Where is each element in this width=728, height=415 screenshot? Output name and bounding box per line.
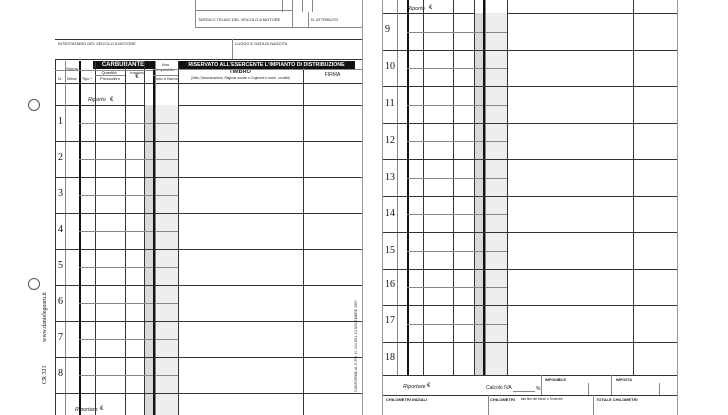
imponibile-label: IMPONIBILE (545, 378, 566, 382)
row-number-7: 7 (58, 332, 63, 343)
shaded-column (144, 105, 153, 415)
table-row-line (55, 249, 362, 250)
giorno-label: Giorno (65, 66, 78, 71)
tipo-label: Tipo * (81, 76, 93, 81)
prezzo-litro-label: Prezzo/litro (99, 76, 120, 81)
riportare-label-left: Riportare (75, 407, 98, 413)
attributo-label: N. ATTRIBUTO (311, 17, 339, 22)
binder-hole-top (28, 99, 40, 111)
targa-label: TARGA O TELAIO DEL VEICOLO A MOTORE (198, 17, 281, 22)
km-finali-sublabel: alla fine del Mese o Trimestre (521, 397, 563, 401)
riporto-currency-left: € (110, 97, 114, 103)
totale-km-label: TOTALE CHILOMETRI (596, 397, 638, 402)
table-row-line (55, 285, 362, 286)
binder-hole-bottom (28, 278, 40, 290)
table-row-line (383, 269, 677, 270)
left-page (40, 0, 363, 415)
firma-label: FIRMA (324, 72, 341, 78)
table-row-line (55, 321, 362, 322)
row-number-9: 9 (385, 24, 390, 35)
table-row-line (55, 177, 362, 178)
side-legal-text: CONFORME AL D.P.R. N. 444 DEL 10 NOVEMBRE 1997 (354, 299, 358, 392)
row-number-18: 18 (385, 352, 395, 363)
row-number-5: 5 (58, 260, 63, 271)
non-imponibile-label: Non imponibile (156, 62, 175, 72)
riporto-label-right: Riporto (407, 6, 425, 12)
row-number-10: 10 (385, 61, 395, 72)
riportare-currency-right: € (427, 383, 431, 389)
titolo-norma-label: Titolo e Norma (153, 76, 180, 81)
row-number-6: 6 (58, 296, 63, 307)
table-row-line (55, 213, 362, 214)
table-row-line (55, 393, 362, 394)
row-number-4: 4 (58, 224, 63, 235)
row-number-8: 8 (58, 368, 63, 379)
row-number-1: 1 (58, 116, 63, 127)
n-label: N. (58, 76, 62, 81)
currency-label: € (135, 74, 139, 80)
calcolo-iva-label: Calcolo IVA (486, 385, 512, 391)
carburante-header: CARBURANTE (93, 61, 153, 69)
timbro-label: TIMBRO (229, 69, 251, 75)
table-row-line (383, 50, 677, 51)
table-row-line (55, 141, 362, 142)
table-row-line (383, 123, 677, 124)
riservato-header: RISERVATO ALL'ESERCENTE L'IMPIANTO DI DISTRIBUZIONE (178, 61, 355, 69)
row-number-15: 15 (385, 245, 395, 256)
riportare-label-right: Riportare (403, 384, 426, 390)
table-row-line (383, 232, 677, 233)
percent-label: % (536, 386, 541, 392)
riporto-label-left: Riporto (88, 97, 106, 103)
km-iniziali-label: CHILOMETRI INIZIALI (386, 397, 428, 402)
row-number-11: 11 (385, 98, 395, 109)
table-row-line (383, 196, 677, 197)
table-row-line (383, 342, 677, 343)
riporto-currency-right: € (429, 5, 433, 11)
row-number-13: 13 (385, 172, 395, 183)
mese-label: Mese (67, 76, 77, 81)
shaded-column (155, 105, 178, 415)
row-number-3: 3 (58, 188, 63, 199)
importo-label: Importo (130, 70, 144, 75)
km-finali-label: CHILOMETRI (490, 397, 515, 402)
row-number-2: 2 (58, 152, 63, 163)
row-number-12: 12 (385, 135, 395, 146)
row-number-14: 14 (385, 208, 395, 219)
table-row-line (383, 305, 677, 306)
riportare-currency-left: € (100, 406, 104, 412)
quantita-label: Quantità (101, 70, 117, 75)
table-row-line (383, 86, 677, 87)
luogo-nascita-label: LUOGO E DATA DI NASCITA (235, 41, 288, 46)
imposta-label: IMPOSTA (616, 378, 633, 382)
right-page (382, 0, 678, 415)
table-row-line (55, 357, 362, 358)
row-number-17: 17 (385, 315, 395, 326)
table-row-line (383, 159, 677, 160)
timbro-sub-label: (Ditta, Denominazione, Ragione sociale o Cognome e nome, Località) (191, 76, 290, 80)
side-code-text: CR 321 (42, 365, 48, 384)
intestatario-label: INTESTATARIO DEL VEICOLO A MOTORE (58, 41, 136, 46)
row-number-16: 16 (385, 279, 395, 290)
side-brand-text: www.danieleguaru.it (42, 292, 48, 342)
